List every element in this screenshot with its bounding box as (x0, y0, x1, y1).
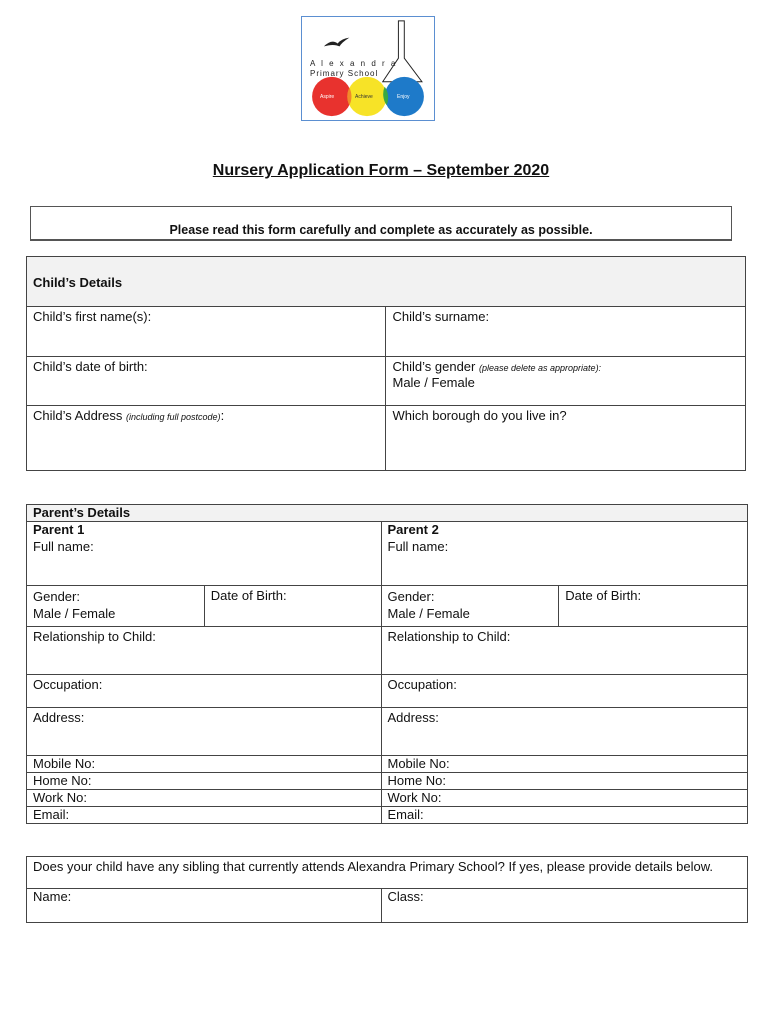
sibling-name-label: Name: (33, 889, 72, 904)
parent1-occupation-label: Occupation: (33, 677, 103, 692)
sibling-class-field[interactable] (381, 889, 748, 923)
parent1-occupation-field[interactable] (27, 675, 382, 708)
parent2-address-label: Address: (387, 710, 439, 725)
parent1-email-field[interactable] (27, 807, 382, 824)
parent1-heading (27, 522, 382, 539)
sibling-table (26, 856, 748, 923)
parent1-relationship-label: Relationship to Child: (33, 629, 156, 644)
parent1-address-field[interactable] (27, 708, 382, 756)
child-dob-label: Child’s date of birth: (33, 359, 148, 374)
child-borough-field[interactable] (386, 406, 746, 471)
parent1-dob-label: Date of Birth: (210, 588, 287, 603)
instructions-box (30, 206, 732, 241)
parent1-dob-field[interactable] (204, 586, 381, 627)
sibling-name-field[interactable] (27, 889, 382, 923)
parent1-home-label: Home No: (33, 773, 92, 788)
child-surname-label: Child’s surname: (392, 309, 490, 324)
parent2-relationship-label: Relationship to Child: (387, 629, 511, 644)
parent2-gender-field[interactable] (381, 586, 559, 627)
child-surname-field[interactable] (386, 307, 746, 357)
parent2-work-label: Work No: (387, 790, 442, 805)
child-first-name-label: Child’s first name(s): (33, 309, 152, 324)
parent1-full-name-label: Full name: (33, 538, 94, 554)
parent1-mobile-field[interactable] (27, 756, 382, 773)
child-address-note: (including full postcode) (126, 412, 221, 422)
instructions-text: Please read this form carefully and complete as accurately as possible. (169, 223, 593, 237)
parent1-full-name-field[interactable] (27, 539, 382, 586)
parent2-email-label: Email: (387, 807, 424, 822)
child-address-field[interactable] (27, 406, 386, 471)
child-gender-options[interactable]: Male / Female (392, 375, 475, 390)
school-logo (301, 16, 435, 121)
parent2-gender-options[interactable]: Male / Female (387, 606, 470, 621)
parent1-work-field[interactable] (27, 790, 382, 807)
parent-details-heading-text: Parent’s Details (33, 505, 131, 520)
sibling-question (27, 857, 748, 889)
parent2-work-field[interactable] (381, 790, 748, 807)
page-title: Nursery Application Form – September 2020 (212, 162, 550, 179)
logo-circle-enjoy: Enjoy (397, 94, 410, 100)
child-address-label: Child’s Address (33, 408, 123, 423)
parent1-work-label: Work No: (33, 790, 87, 805)
parent2-home-field[interactable] (381, 773, 748, 790)
parent1-gender-label: Gender: (33, 589, 80, 604)
parent1-home-field[interactable] (27, 773, 382, 790)
logo-circle-achieve: Achieve (355, 94, 373, 100)
parent2-mobile-label: Mobile No: (387, 756, 450, 771)
child-details-heading-text: Child’s Details (33, 275, 123, 290)
child-gender-note: (please delete as appropriate): (478, 363, 602, 373)
logo-school-name: A l e x a n d r a (310, 59, 398, 68)
child-gender-label: Child’s gender (392, 359, 476, 374)
child-dob-field[interactable] (27, 357, 386, 406)
parent2-full-name-field[interactable] (381, 539, 748, 586)
child-first-name-field[interactable] (27, 307, 386, 357)
parent1-address-label: Address: (33, 710, 85, 725)
parent2-relationship-field[interactable] (381, 627, 748, 675)
sibling-class-label: Class: (387, 889, 424, 904)
parent1-relationship-field[interactable] (27, 627, 382, 675)
logo-school-subtitle: Primary School (310, 69, 379, 78)
parent2-full-name-label: Full name: (387, 538, 449, 554)
child-address-colon: : (220, 408, 225, 423)
parent2-mobile-field[interactable] (381, 756, 748, 773)
parent-details-heading (27, 505, 748, 522)
child-details-heading (27, 257, 746, 307)
parent2-occupation-field[interactable] (381, 675, 748, 708)
parent2-dob-field[interactable] (559, 586, 748, 627)
parent1-gender-options[interactable]: Male / Female (33, 606, 116, 621)
parent2-home-label: Home No: (387, 773, 447, 788)
parent2-heading (381, 522, 748, 539)
parent2-occupation-label: Occupation: (387, 677, 457, 692)
parent-details-table (26, 504, 748, 824)
logo-circle-aspire: Aspire (320, 94, 335, 100)
child-details-table (26, 256, 746, 471)
parent2-email-field[interactable] (381, 807, 748, 824)
parent1-email-label: Email: (33, 807, 70, 822)
parent1-gender-field[interactable] (27, 586, 205, 627)
parent1-mobile-label: Mobile No: (33, 756, 96, 771)
sibling-question-text: Does your child have any sibling that currently attends Alexandra Primary School? If yes, please provide details below. (33, 859, 713, 874)
parent2-gender-label: Gender: (387, 589, 435, 604)
parent2-dob-label: Date of Birth: (565, 588, 642, 603)
child-borough-label: Which borough do you live in? (392, 408, 567, 423)
parent2-heading-text: Parent 2 (387, 522, 439, 537)
parent2-address-field[interactable] (381, 708, 748, 756)
parent1-heading-text: Parent 1 (33, 522, 85, 537)
child-gender-field[interactable] (386, 357, 746, 406)
